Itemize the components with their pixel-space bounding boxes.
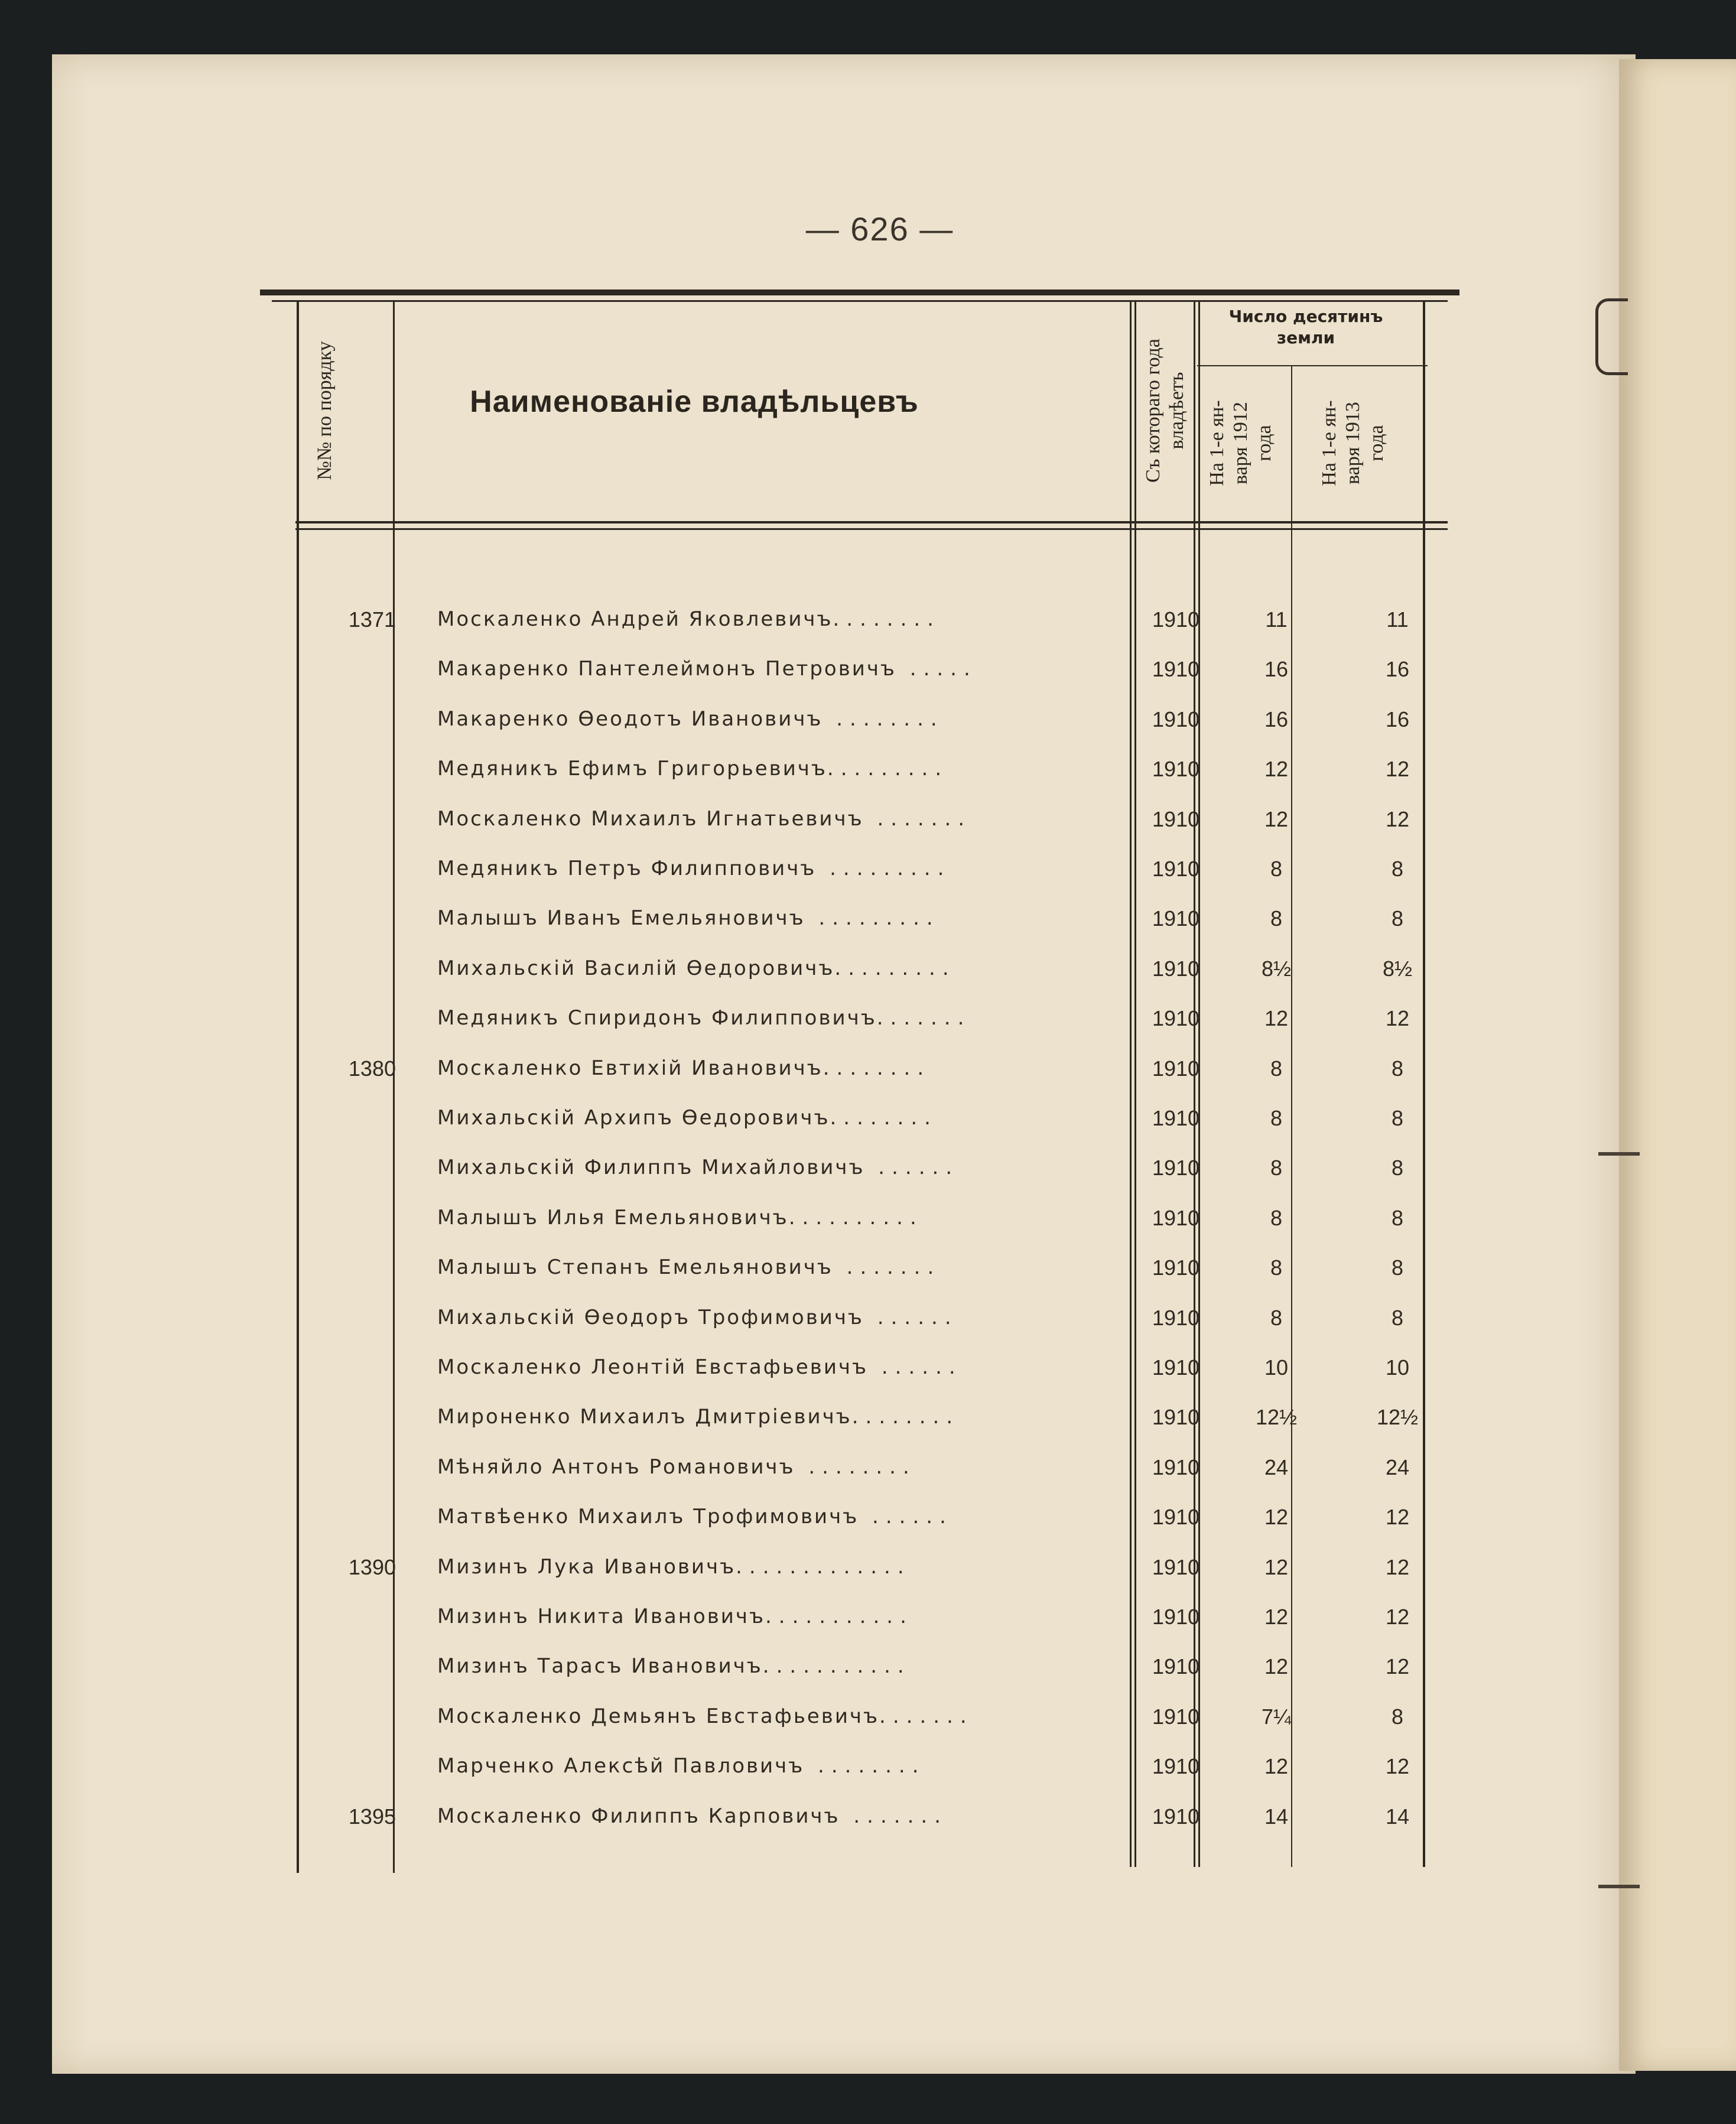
header-1912-line1: На 1-е ян- <box>1206 400 1228 486</box>
land-1913: 12 <box>1385 1006 1410 1031</box>
land-1913: 12½ <box>1376 1405 1419 1430</box>
land-1913: 8 <box>1391 906 1404 931</box>
land-1913: 16 <box>1385 657 1410 682</box>
owned-since-year: 1910 <box>1152 1554 1200 1579</box>
header-rule <box>295 521 1448 523</box>
owner-name-text: Мѣняйло Антонъ Романовичъ <box>437 1455 795 1479</box>
land-1912: 10 <box>1264 1355 1289 1380</box>
owner-name-text: Матвѣенко Михаилъ Трофимовичъ <box>437 1505 859 1529</box>
owner-name-text: Мизинъ Никита Ивановичъ <box>437 1605 765 1628</box>
owned-since-year: 1910 <box>1152 1355 1200 1380</box>
row-number: 1390 <box>348 1554 396 1579</box>
leader-dots: ....... <box>833 1255 941 1280</box>
table-row <box>260 597 1459 646</box>
leader-dots: ......... <box>827 757 949 781</box>
owner-name <box>437 707 1087 731</box>
land-1913: 8½ <box>1382 956 1413 981</box>
owner-name <box>437 1654 1087 1678</box>
land-register-table <box>260 290 1459 1873</box>
header-year-line2: владѣетъ <box>1166 372 1188 450</box>
binding-pin <box>1598 1152 1640 1156</box>
land-1912: 12½ <box>1255 1405 1298 1430</box>
row-number: 1395 <box>348 1804 396 1829</box>
header-1912 <box>1205 369 1276 517</box>
leader-dots: ........ <box>804 1754 926 1778</box>
table-row <box>260 1195 1459 1245</box>
owned-since-year: 1910 <box>1152 1205 1200 1230</box>
leader-dots: ........... <box>765 1605 913 1628</box>
land-1913: 12 <box>1385 1754 1410 1779</box>
table-row <box>260 1394 1459 1444</box>
owner-name <box>437 906 1087 930</box>
owner-name <box>437 657 1087 681</box>
land-1912: 24 <box>1264 1455 1289 1479</box>
land-1912: 8 <box>1270 1106 1283 1130</box>
land-1912: 12 <box>1264 1605 1289 1629</box>
header-land-line2: земли <box>1276 328 1335 347</box>
table-row <box>260 996 1459 1045</box>
land-1912: 12 <box>1264 1006 1289 1031</box>
land-1912: 8 <box>1270 1205 1283 1230</box>
header-land-group <box>1194 306 1418 349</box>
owner-name-text: Москаленко Михаилъ Игнатьевичъ <box>437 806 864 831</box>
owner-name <box>437 1804 1087 1828</box>
table-row <box>260 1345 1459 1394</box>
table-row <box>260 1644 1459 1693</box>
leader-dots: ...... <box>868 1355 963 1379</box>
land-1912: 8 <box>1270 906 1283 931</box>
owner-name-text: Малышъ Степанъ Емельяновичъ <box>437 1255 833 1280</box>
owner-name-text: Москаленко Андрей Яковлевичъ <box>437 607 833 631</box>
table-row <box>260 646 1459 696</box>
page-number: — 626 — <box>805 210 954 248</box>
row-number: 1380 <box>348 1056 396 1081</box>
leader-dots: ....... <box>840 1804 948 1828</box>
top-rule-thin <box>272 300 1448 302</box>
owner-name-text: Михальскій Филиппъ Михайловичъ <box>437 1156 865 1180</box>
table-row <box>260 1295 1459 1345</box>
leader-dots: ........ <box>823 1056 931 1080</box>
land-1913: 12 <box>1385 757 1410 782</box>
header-number: №№ по порядку <box>314 341 336 480</box>
owned-since-year: 1910 <box>1152 956 1200 981</box>
table-row <box>260 1544 1459 1594</box>
table-row <box>260 796 1459 846</box>
land-1912: 8 <box>1270 1255 1283 1280</box>
leader-dots: ........ <box>833 607 941 631</box>
owner-name <box>437 1255 1087 1279</box>
land-1913: 12 <box>1385 1505 1410 1530</box>
owned-since-year: 1910 <box>1152 1006 1200 1031</box>
table-row <box>260 946 1459 996</box>
leader-dots: ............. <box>736 1554 911 1579</box>
owner-name <box>437 1206 1087 1229</box>
header-1913-line3: года <box>1366 425 1387 461</box>
leader-dots: ......... <box>805 906 940 931</box>
facing-page-edge <box>1619 59 1736 2071</box>
land-1913: 12 <box>1385 806 1410 831</box>
leader-dots: ...... <box>863 1305 958 1329</box>
owner-name-text: Москаленко Евтихій Ивановичъ <box>437 1056 823 1080</box>
table-row <box>260 1095 1459 1145</box>
leader-dots: ...... <box>859 1505 953 1529</box>
owned-since-year: 1910 <box>1152 1255 1200 1280</box>
header-1913-line1: На 1-е ян- <box>1318 400 1340 486</box>
table-row <box>260 846 1459 896</box>
leader-dots: ..... <box>896 657 977 681</box>
top-rule <box>260 290 1459 295</box>
land-1912: 16 <box>1264 657 1289 682</box>
owner-name <box>437 807 1087 831</box>
owner-name-text: Мизинъ Тарасъ Ивановичъ <box>437 1654 763 1679</box>
header-land-line1: Число десятинъ <box>1228 307 1383 326</box>
owner-name-text: Медяникъ Петръ Филипповичъ <box>437 857 817 880</box>
leader-dots: ........... <box>762 1654 911 1679</box>
table-row <box>260 697 1459 746</box>
owner-name-text: Малышъ Иванъ Емельяновичъ <box>437 906 805 931</box>
land-1912: 8 <box>1270 1305 1283 1330</box>
owner-name-text: Медяникъ Спиридонъ Филипповичъ <box>437 1006 877 1030</box>
table-row <box>260 896 1459 945</box>
land-1913: 12 <box>1385 1554 1410 1579</box>
leader-dots: ....... <box>863 806 972 831</box>
owned-since-year: 1910 <box>1152 1754 1200 1779</box>
header-1912-line2: варя 1912 <box>1230 402 1251 484</box>
owner-name-text: Мизинъ Лука Ивановичъ <box>437 1554 736 1579</box>
owner-name <box>437 1505 1087 1528</box>
leader-dots: .......... <box>788 1205 924 1229</box>
owner-name <box>437 957 1087 980</box>
owner-name <box>437 1306 1087 1329</box>
table-row <box>260 1694 1459 1744</box>
land-1913: 8 <box>1391 1255 1404 1280</box>
owner-name <box>437 607 1087 631</box>
owner-name <box>437 1106 1087 1130</box>
land-1912: 12 <box>1264 806 1289 831</box>
header-rule-2 <box>295 528 1448 530</box>
land-1912: 7¼ <box>1261 1704 1292 1729</box>
header-1913 <box>1318 369 1389 517</box>
header-owner: Наименованіе владѣльцевъ <box>470 385 919 419</box>
owner-name-text: Михальскій Архипъ Ѳедоровичъ <box>437 1106 830 1130</box>
owner-name-text: Михальскій Василій Ѳедоровичъ <box>437 956 835 980</box>
owned-since-year: 1910 <box>1152 1156 1200 1180</box>
owner-name <box>437 857 1087 880</box>
land-1913: 12 <box>1385 1605 1410 1629</box>
leader-dots: ...... <box>864 1156 960 1180</box>
owner-name <box>437 1754 1087 1778</box>
land-1912: 12 <box>1264 1554 1289 1579</box>
owner-name-text: Мироненко Михаилъ Дмитріевичъ <box>437 1405 852 1429</box>
owned-since-year: 1910 <box>1152 806 1200 831</box>
group-divider <box>1197 365 1428 366</box>
land-1912: 12 <box>1264 1754 1289 1779</box>
table-row <box>260 1245 1459 1294</box>
land-1912: 8½ <box>1261 956 1292 981</box>
land-1912: 12 <box>1264 1654 1289 1679</box>
leader-dots: ......... <box>816 857 951 880</box>
owner-name-text: Москаленко Леонтій Евстафьевичъ <box>437 1355 869 1379</box>
owner-name <box>437 1705 1087 1728</box>
owned-since-year: 1910 <box>1152 1505 1200 1530</box>
owner-name <box>437 1056 1087 1080</box>
owned-since-year: 1910 <box>1152 757 1200 782</box>
owned-since-year: 1910 <box>1152 857 1200 881</box>
land-1912: 12 <box>1264 1505 1289 1530</box>
land-1913: 8 <box>1391 857 1404 881</box>
owner-name-text: Макаренко Ѳеодотъ Ивановичъ <box>437 707 823 731</box>
table-row <box>260 1445 1459 1494</box>
leader-dots: ........ <box>830 1106 938 1130</box>
land-1913: 10 <box>1385 1355 1410 1380</box>
owner-name <box>437 1156 1087 1179</box>
owned-since-year: 1910 <box>1152 1106 1200 1130</box>
owner-name <box>437 1555 1087 1579</box>
owned-since-year: 1910 <box>1152 1056 1200 1081</box>
land-1912: 8 <box>1270 1056 1283 1081</box>
land-1913: 16 <box>1385 707 1410 731</box>
land-1913: 8 <box>1391 1106 1404 1130</box>
land-1913: 11 <box>1386 607 1409 632</box>
owner-name-text: Макаренко Пантелеймонъ Петровичъ <box>437 657 896 681</box>
binding-pin <box>1598 1885 1640 1888</box>
owner-name <box>437 1355 1087 1379</box>
owner-name-text: Марченко Алексѣй Павловичъ <box>437 1754 805 1778</box>
table-row <box>260 1145 1459 1195</box>
owner-name <box>437 757 1087 780</box>
owner-name <box>437 1405 1087 1429</box>
header-1913-line2: варя 1913 <box>1342 402 1364 484</box>
land-1912: 14 <box>1264 1804 1289 1829</box>
table-row <box>260 1594 1459 1644</box>
owned-since-year: 1910 <box>1152 1654 1200 1679</box>
land-1912: 11 <box>1265 607 1288 632</box>
land-1912: 8 <box>1270 1156 1283 1180</box>
header-year <box>1142 304 1189 517</box>
owner-name <box>437 1455 1087 1479</box>
owned-since-year: 1910 <box>1152 1405 1200 1430</box>
land-1913: 8 <box>1391 1205 1404 1230</box>
owned-since-year: 1910 <box>1152 657 1200 682</box>
leader-dots: ....... <box>876 1006 971 1030</box>
leader-dots: ........ <box>795 1455 916 1479</box>
table-row <box>260 746 1459 796</box>
owned-since-year: 1910 <box>1152 1605 1200 1629</box>
leader-dots: ....... <box>879 1704 974 1728</box>
land-1913: 24 <box>1385 1455 1410 1479</box>
owner-name-text: Малышъ Илья Емельяновичъ <box>437 1205 789 1229</box>
owner-name-text: Медяникъ Ефимъ Григорьевичъ <box>437 757 827 781</box>
table-row <box>260 1794 1459 1843</box>
owner-name-text: Михальскій Ѳеодоръ Трофимовичъ <box>437 1305 864 1329</box>
land-1913: 14 <box>1385 1804 1410 1829</box>
owner-name <box>437 1605 1087 1628</box>
owned-since-year: 1910 <box>1152 1704 1200 1729</box>
land-1912: 12 <box>1264 757 1289 782</box>
land-1913: 8 <box>1391 1156 1404 1180</box>
owned-since-year: 1910 <box>1152 906 1200 931</box>
owned-since-year: 1910 <box>1152 1305 1200 1330</box>
table-row <box>260 1046 1459 1095</box>
row-number: 1371 <box>348 607 396 632</box>
leader-dots: ........ <box>851 1405 960 1429</box>
owner-name-text: Москаленко Филиппъ Карповичъ <box>437 1804 840 1828</box>
owner-name-text: Москаленко Демьянъ Евстафьевичъ <box>437 1704 880 1728</box>
table-row <box>260 1744 1459 1793</box>
land-1913: 8 <box>1391 1305 1404 1330</box>
binding-clip <box>1595 298 1628 375</box>
land-1913: 8 <box>1391 1704 1404 1729</box>
owned-since-year: 1910 <box>1152 1455 1200 1479</box>
leader-dots: ......... <box>834 956 956 980</box>
owned-since-year: 1910 <box>1152 1804 1200 1829</box>
header-1912-line3: года <box>1253 425 1275 461</box>
land-1913: 12 <box>1385 1654 1410 1679</box>
land-1913: 8 <box>1391 1056 1404 1081</box>
owned-since-year: 1910 <box>1152 707 1200 731</box>
land-1912: 16 <box>1264 707 1289 731</box>
owner-name <box>437 1006 1087 1030</box>
table-row <box>260 1494 1459 1544</box>
land-1912: 8 <box>1270 857 1283 881</box>
header-year-line1: Съ котораго года <box>1142 339 1164 483</box>
owned-since-year: 1910 <box>1152 607 1200 632</box>
leader-dots: ........ <box>823 707 944 731</box>
